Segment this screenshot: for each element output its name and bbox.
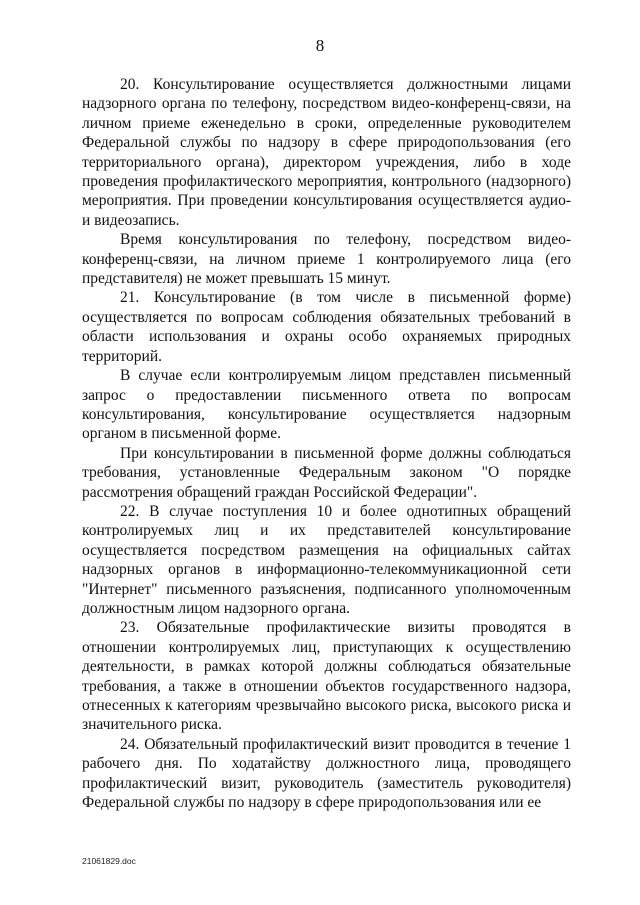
paragraph-written-request: В случае если контролируемым лицом представлен письменный запрос о предоставлении письменного ответа по вопросам консультирования, консультирование осуществляется надзорным органом в письменной форме. [82, 367, 571, 443]
paragraph-20: 20. Консультирование осуществляется должностными лицами надзорного органа по телефону, посредством видео-конференц-связи, на личном приеме еженедельно в сроки, определенные руководителем Федеральной службы по надзору в сфере природопользования (его территориального органа), директором учреждения, либо в ходе проведения профилактического мероприятия, контрольного (надзорного) мероприятия. При проведении консультирования осуществляется аудио- и видеозапись. [82, 76, 571, 229]
paragraph-21: 21. Консультирование (в том числе в письменной форме) осуществляется по вопросам соблюдения обязательных требований в области использования и охраны особо охраняемых природных территорий. [82, 289, 571, 365]
footer-filename: 21061829.doc [82, 856, 136, 866]
paragraph-23: 23. Обязательные профилактические визиты проводятся в отношении контролируемых лиц, приступающих к осуществлению деятельности, в рамках которой должны соблюдаться обязательные требования, а также в отношении объектов государственного надзора, отнесенных к категориям чрезвычайно высокого риска, высокого риска и значительного риска. [82, 619, 571, 734]
paragraph-consultation-time: Время консультирования по телефону, посредством видео-конференц-связи, на личном приеме 1 контролируемого лица (его представителя) не может превышать 15 минут. [82, 231, 571, 288]
paragraph-written-form-requirements: При консультировании в письменной форме должны соблюдаться требования, установленные Федеральным законом "О порядке рассмотрения обращений граждан Российской Федерации". [82, 444, 571, 501]
paragraph-24: 24. Обязательный профилактический визит проводится в течение 1 рабочего дня. По ходатайству должностного лица, проводящего профилактический визит, руководитель (заместитель руководителя) Федеральной службы по надзору в сфере природопользования или ее [82, 735, 571, 812]
paragraph-22: 22. В случае поступления 10 и более однотипных обращений контролируемых лиц и их представителей консультирование осуществляется посредством размещения на официальных сайтах надзорных органов в информационно-телекоммуникационной сети "Интернет" письменного разъяснения, подписанного уполномоченным должностным лицом надзорного органа. [82, 502, 571, 617]
page-number: 8 [315, 36, 325, 55]
document-body [82, 75, 571, 812]
